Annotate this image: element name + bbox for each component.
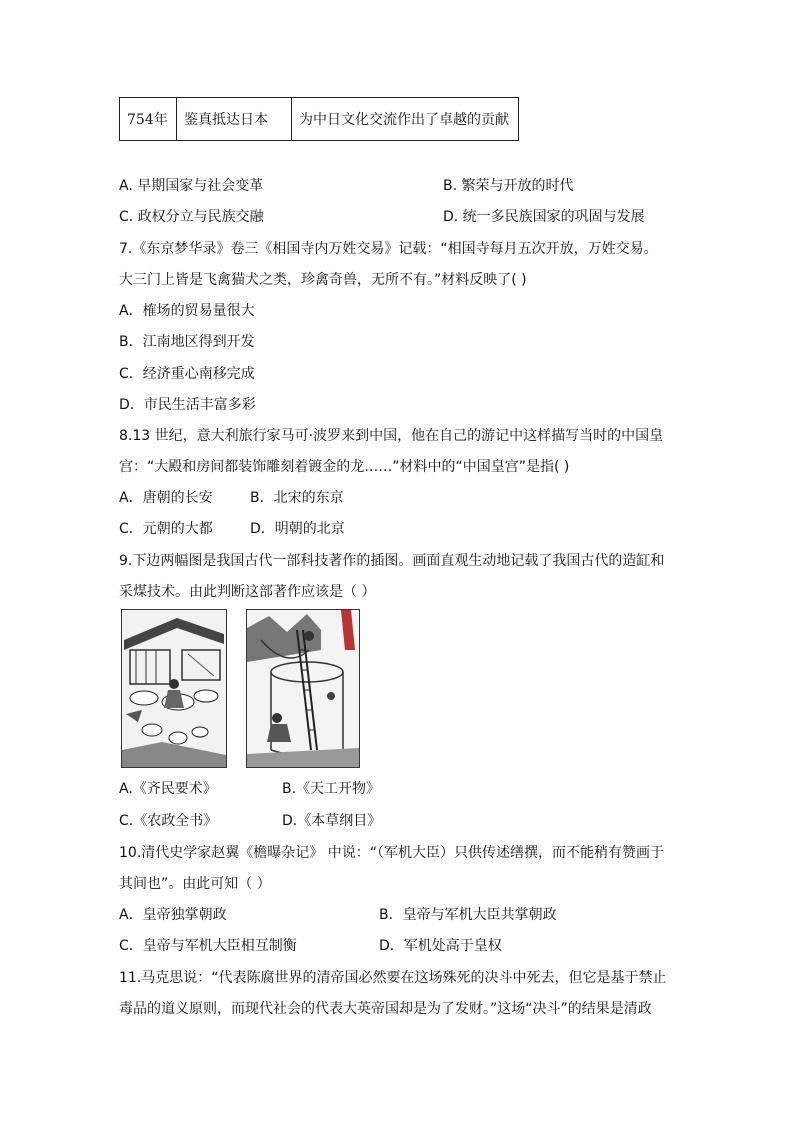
jar-making-engraving — [122, 610, 226, 767]
q11-stem-line2: 毒品的道义原则，而现代社会的代表大英帝国却是为了发财。”这场“决斗”的结果是清政 — [119, 1001, 652, 1017]
event-cell: 鉴真抵达日本 — [177, 98, 292, 141]
q10-stem-line2: 其间也”。由此可知（ ） — [119, 876, 271, 892]
q10-option-c: C．皇帝与军机大臣相互制衡 — [119, 938, 297, 954]
q7-option-c: C．经济重心南移完成 — [119, 366, 255, 382]
q10-option-b: B．皇帝与军机大臣共掌朝政 — [379, 907, 557, 923]
q9-option-a: A.《齐民要术》 — [119, 781, 217, 797]
q11-stem-line1: 11.马克思说：“代表陈腐世界的清帝国必然要在这场殊死的决斗中死去，但它是基于禁止 — [119, 970, 667, 986]
q7-stem-line1: 7.《东京梦华录》卷三《相国寺内万姓交易》记载：“相国寺每月五次开放，万姓交易。 — [119, 241, 658, 257]
illustration-jar-making — [121, 609, 227, 768]
table-row — [120, 98, 519, 141]
q10-stem-line1: 10.清代史学家赵翼《檐曝杂记》 中说：“（军机大臣）只供传述缮撰，而不能稍有赞画于 — [119, 845, 664, 861]
q8-stem-line1: 8.13 世纪，意大利旅行家马可·波罗来到中国，他在自己的游记中这样描写当时的中国皇 — [119, 428, 664, 444]
q9-option-b: B.《天工开物》 — [282, 781, 381, 797]
q6-option-d: D. 统一多民族国家的巩固与发展 — [443, 209, 645, 225]
q8-stem-line2: 宫：“大殿和房间都装饰雕刻着镀金的龙……”材料中的“中国皇宫”是指( ) — [119, 459, 570, 475]
q8-option-d: D．明朝的北京 — [250, 521, 345, 537]
q6-option-c: C. 政权分立与民族交融 — [119, 209, 264, 225]
q8-option-c: C．元朝的大都 — [119, 521, 213, 537]
q9-option-d: D.《本草纲目》 — [282, 813, 382, 829]
q7-option-d: D．市民生活丰富多彩 — [119, 397, 256, 413]
q9-stem-line1: 9.下边两幅图是我国古代一部科技著作的插图。画面直观生动地记载了我国古代的造缸和 — [119, 553, 665, 569]
history-event-table — [119, 97, 519, 141]
q6-option-a: A. 早期国家与社会变革 — [119, 178, 264, 194]
q7-stem-line2: 大三门上皆是飞禽猫犬之类，珍禽奇兽，无所不有。”材料反映了( ) — [119, 272, 527, 288]
q10-option-d: D．军机处高于皇权 — [379, 938, 502, 954]
q10-option-a: A．皇帝独掌朝政 — [119, 907, 227, 923]
coal-mining-engraving — [247, 610, 359, 767]
year-cell: 754年 — [120, 98, 177, 141]
illustration-coal-mining — [246, 609, 360, 768]
meaning-cell: 为中日文化交流作出了卓越的贡献 — [292, 98, 519, 141]
q9-stem-line2: 采煤技术。由此判断这部著作应该是（ ） — [119, 584, 376, 600]
q8-option-a: A．唐朝的长安 — [119, 490, 213, 506]
q7-option-b: B．江南地区得到开发 — [119, 334, 255, 350]
q8-option-b: B．北宋的东京 — [250, 490, 344, 506]
q7-option-a: A．榷场的贸易量很大 — [119, 303, 255, 319]
q9-option-c: C.《农政全书》 — [119, 813, 218, 829]
q6-option-b: B. 繁荣与开放的时代 — [443, 178, 574, 194]
